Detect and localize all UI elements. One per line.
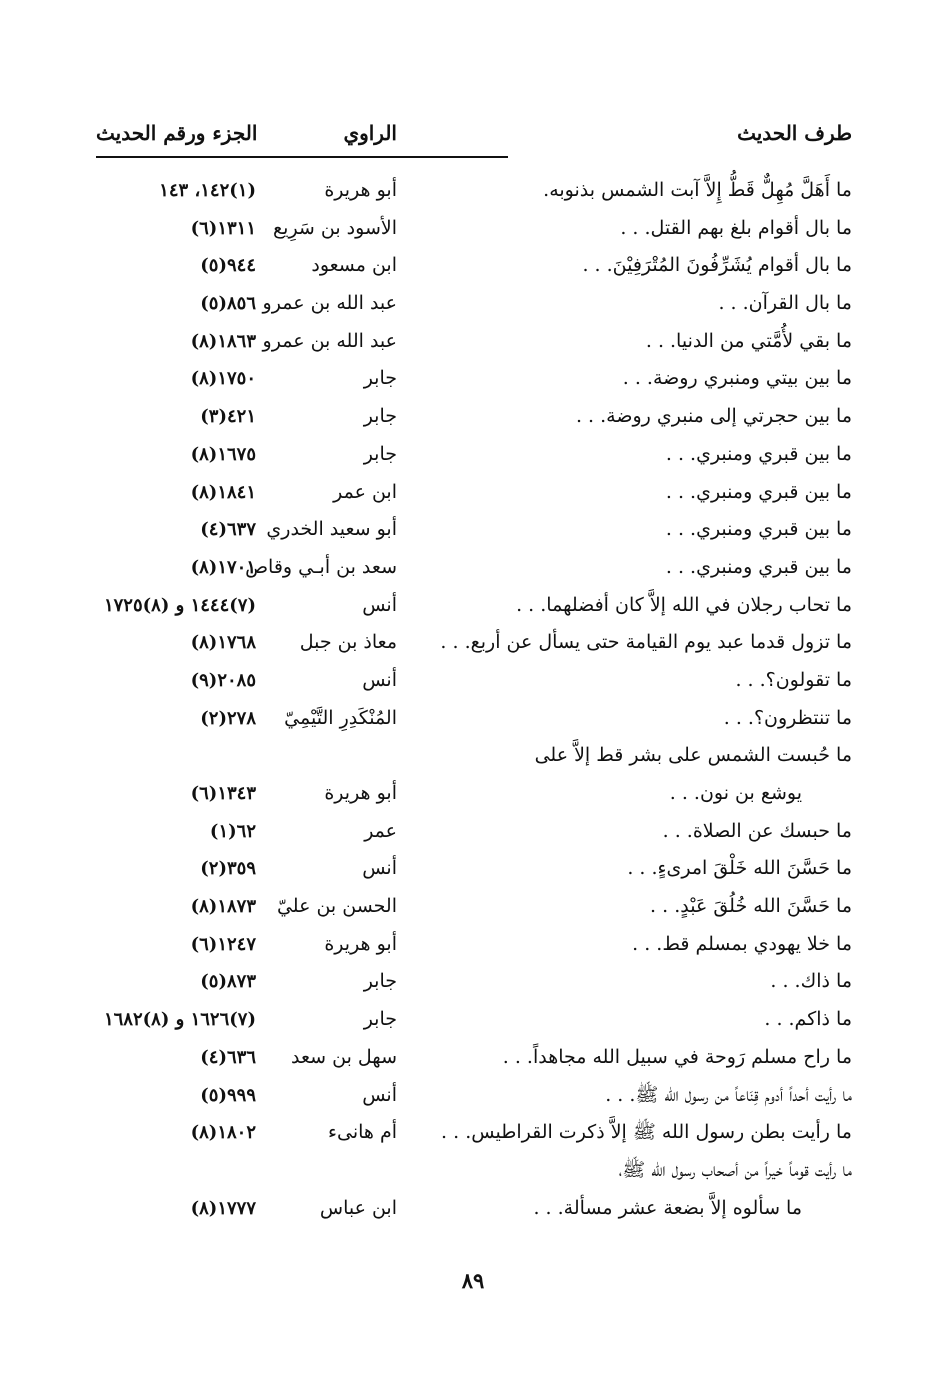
narrator-name: المُنْكَدِرِ التَّيْمِيّ [284,706,397,729]
narrator-name: جابر [363,1008,397,1031]
narrator-name: معاذ بن جبل [299,631,397,654]
narrator-name: أنس [362,668,397,691]
hadith-text: ما بال أقوام بلغ بهم القتل. . . [620,216,852,239]
table-header [96,118,852,152]
volume-hadith-number: ٦٢(١) [209,820,256,842]
hadith-text: ما تزول قدما عبد يوم القيامة حتى يسأل عن أربع. . . [440,631,852,654]
hadith-text: ما بال أقوام يُشَرِّفُونَ المُتْرَفِيْنَ. . . [582,254,852,277]
hadith-text: ما حُبست الشمس على بشر قط إلاَّ على [534,744,852,767]
hadith-index-list [96,172,852,1227]
narrator-name: الأسود بن سَرِيع [273,216,397,239]
index-row [96,285,852,323]
index-row [96,926,852,964]
index-row [96,323,852,361]
index-row [96,587,852,625]
narrator-name: عمر [364,819,397,842]
hadith-text: ما رأيت بطن رسول الله ﷺ إلاَّ ذكرت القراطيس. . . [441,1121,852,1144]
volume-hadith-number: (٧)١٦٢٦ و (٨)١٦٨٢ [103,1009,256,1031]
page-number: ٨٩ [461,1268,485,1293]
index-row [96,1039,852,1077]
index-row [96,737,852,775]
volume-hadith-number: ١٨٠٢(٨) [190,1122,256,1144]
narrator-name: أنس [362,1083,397,1106]
index-row [96,511,852,549]
hadith-text: ما أَهَلَّ مُهِلٌّ قَطُّ إِلاَّ آبت الشمس بذنوبه. [543,179,852,201]
index-row [96,775,852,813]
hadith-text: ما بين قبري ومنبري. . . [665,518,852,541]
index-row [96,210,852,248]
volume-hadith-number: ٣٥٩(٢) [200,858,256,880]
hadith-text: ما حَسَّنَ الله خَلْقَ امرىءٍ. . . [627,857,852,880]
index-row [96,624,852,662]
narrator-name: عبد الله بن عمرو [262,292,397,315]
volume-hadith-number: ٤٢١(٣) [200,406,256,428]
index-row [96,963,852,1001]
hadith-text: ما سألوه إلاَّ بضعة عشر مسألة. . . [533,1196,802,1219]
volume-hadith-number: ٩٩٩(٥) [200,1084,256,1106]
narrator-name: جابر [363,367,397,390]
header-narrator-label: الراوي [343,121,397,145]
index-row [96,813,852,851]
volume-hadith-number: (٧)١٤٤٤ و (٨)١٧٢٥ [103,594,256,616]
index-row [96,1114,852,1152]
index-row [96,1190,852,1228]
hadith-text: ما راح مسلم رَوحة في سبيل الله مجاهداً. . . [502,1045,852,1068]
volume-hadith-number: ٦٣٧(٤) [200,519,256,541]
hadith-text: ما بين قبري ومنبري. . . [665,442,852,465]
narrator-name: سهل بن سعد [291,1045,397,1068]
volume-hadith-number: ٦٣٦(٤) [200,1046,256,1068]
volume-hadith-number: ٨٧٣(٥) [200,971,256,993]
narrator-name: أنس [362,857,397,880]
volume-hadith-number: ١٣١١(٦) [190,217,256,239]
hadith-text: ما ذاك. . . [770,970,852,993]
volume-hadith-number: ١٧٧٧(٨) [190,1197,256,1219]
hadith-text: ما تحاب رجلان في الله إلاَّ كان أفضلهما. . . [516,593,852,616]
index-row [96,247,852,285]
index-row [96,662,852,700]
hadith-text: ما بقي لأُمَّتي من الدنيا. . . [645,329,852,352]
header-reference-label: الجزء ورقم الحديث [96,121,258,145]
narrator-name: جابر [363,970,397,993]
volume-hadith-number: ١٦٧٥(٨) [190,443,256,465]
index-row [96,398,852,436]
index-row [96,474,852,512]
narrator-name: أبو هريرة [324,179,397,201]
hadith-text: ما بال القرآن. . . [718,292,852,315]
narrator-name: الحسن بن عليّ [276,895,397,918]
volume-hadith-number: ١٣٤٣(٦) [190,783,256,804]
volume-hadith-number: ١٨٤١(٨) [190,481,256,503]
hadith-text: ما تنتظرون؟. . . [723,706,852,729]
narrator-name: أبو هريرة [324,782,397,804]
volume-hadith-number: ٢٧٨(٢) [200,707,256,729]
volume-hadith-number: ١٧٥٠(٨) [190,368,256,390]
narrator-name: أبو هريرة [324,932,397,955]
narrator-name: ابن مسعود [311,254,397,277]
index-row [96,360,852,398]
index-row [96,888,852,926]
index-row [96,700,852,738]
hadith-text: ما حَسَّنَ الله خُلُقَ عَبْدٍ. . . [650,895,852,918]
narrator-name: عبد الله بن عمرو [262,329,397,352]
index-row [96,549,852,587]
volume-hadith-number: ١٢٤٧(٦) [190,933,256,955]
index-row [96,850,852,888]
hadith-text: ما تقولون؟. . . [735,668,852,691]
hadith-text: ما بين بيتي ومنبري روضة. . . [622,367,852,390]
narrator-name: ابن عباس [319,1196,397,1219]
hadith-text: يوشع بن نون. . . [669,782,802,804]
volume-hadith-number: ١٨٧٣(٨) [190,896,256,918]
hadith-text: ما حبسك عن الصلاة. . . [662,819,852,842]
hadith-text: ما خلا يهودي بمسلم قط. . . [632,932,852,955]
narrator-name: أبو سعيد الخدري [266,518,397,541]
index-row [96,1001,852,1039]
narrator-name: أنس [362,593,397,616]
hadith-text: ما رأيت قوماً خيراً من أصحاب رسول الله ﷺ، [618,1158,852,1181]
hadith-text: ما بين قبري ومنبري. . . [665,480,852,503]
volume-hadith-number: ٩٤٤(٥) [200,255,256,277]
volume-hadith-number: (١)١٤٢، ١٤٣ [159,180,256,201]
hadith-text: ما بين حجرتي إلى منبري روضة. . . [575,405,852,428]
narrator-name: سعد بن أبـي وقاص [245,555,397,578]
narrator-name: أم هانىء [328,1121,397,1144]
volume-hadith-number: ١٧٦٨(٨) [190,632,256,654]
header-hadith-label: طرف الحديث [737,121,852,145]
narrator-name: ابن عمر [333,480,397,503]
volume-hadith-number: ٨٥٦(٥) [200,293,256,315]
volume-hadith-number: ١٧٠١(٨) [190,556,256,578]
index-row [96,172,852,210]
hadith-text: ما رأيت أحداً أدوم قِنَاعاً من رسول الله ﷺ. . . [605,1083,852,1106]
index-row [96,1077,852,1115]
hadith-text: ما ذاكم. . . [764,1008,852,1031]
volume-hadith-number: ٢٠٨٥(٩) [190,669,256,691]
header-divider [96,156,508,158]
index-row [96,436,852,474]
narrator-name: جابر [363,405,397,428]
volume-hadith-number: ١٨٦٣(٨) [190,330,256,352]
narrator-name: جابر [363,442,397,465]
index-row [96,1152,852,1190]
hadith-text: ما بين قبري ومنبري. . . [665,555,852,578]
